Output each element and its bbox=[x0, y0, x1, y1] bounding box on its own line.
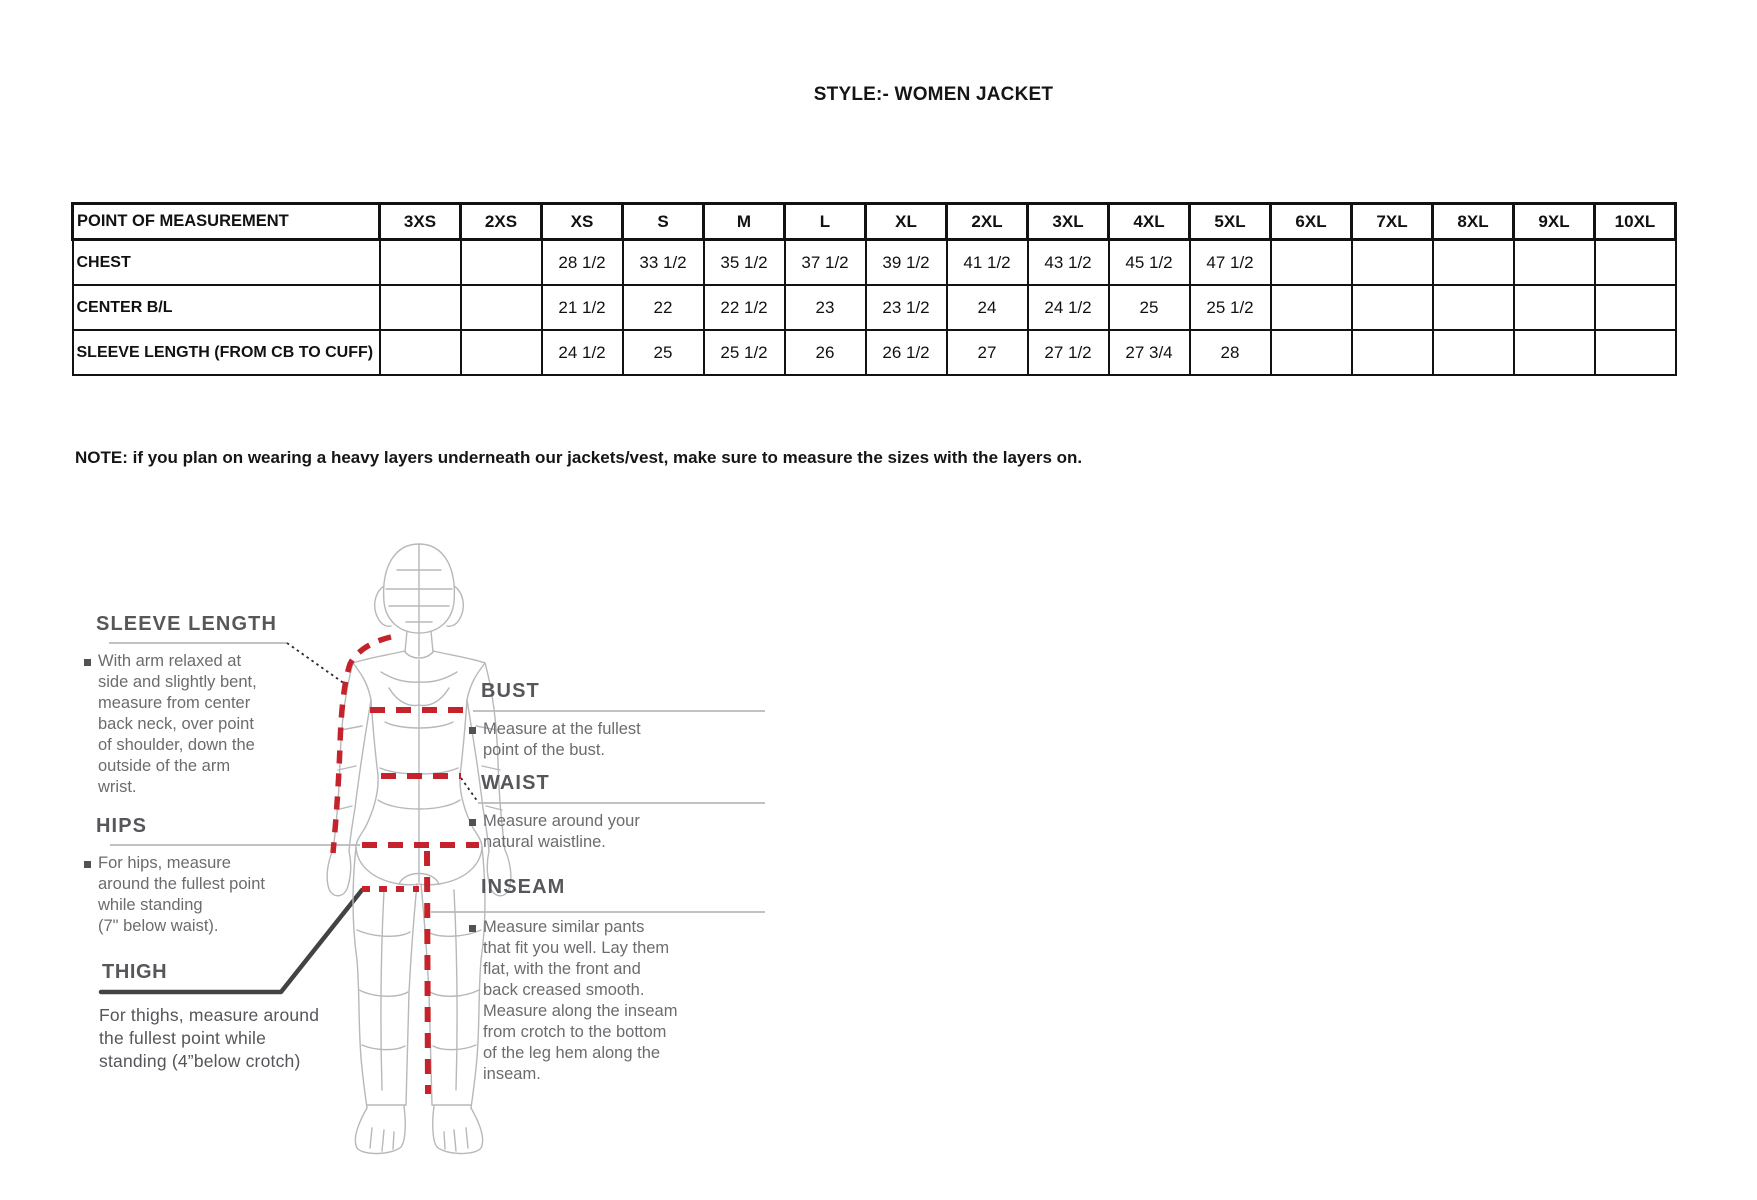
row-label: CENTER B/L bbox=[73, 285, 380, 330]
size-cell bbox=[1433, 285, 1514, 330]
guide-heading-hips: HIPS bbox=[96, 815, 148, 837]
size-cell bbox=[1352, 285, 1433, 330]
size-cell bbox=[1514, 330, 1595, 375]
col-header: 2XL bbox=[947, 204, 1028, 240]
size-cell bbox=[1514, 285, 1595, 330]
guide-text-inseam: Measure similar pants that fit you well. Lay them flat, with the front and back creased smooth. Measure along the inseam from crotch to the bottom of the leg hem along the inseam. bbox=[483, 918, 678, 1083]
size-cell: 23 1/2 bbox=[866, 285, 947, 330]
size-cell: 25 bbox=[1109, 285, 1190, 330]
col-header: 3XL bbox=[1028, 204, 1109, 240]
size-cell bbox=[1433, 330, 1514, 375]
guide-heading-inseam: INSEAM bbox=[481, 876, 566, 898]
size-cell: 41 1/2 bbox=[947, 240, 1028, 286]
dotted-leader-lines bbox=[287, 643, 478, 802]
size-cell: 27 bbox=[947, 330, 1028, 375]
col-header: 9XL bbox=[1514, 204, 1595, 240]
col-header: POINT OF MEASUREMENT bbox=[73, 204, 380, 240]
size-cell: 27 1/2 bbox=[1028, 330, 1109, 375]
size-cell: 37 1/2 bbox=[785, 240, 866, 286]
size-cell: 33 1/2 bbox=[623, 240, 704, 286]
row-label: CHEST bbox=[73, 240, 380, 286]
guide-text-hips: For hips, measure around the fullest point while standing (7" below waist). bbox=[98, 854, 265, 935]
size-cell: 24 1/2 bbox=[1028, 285, 1109, 330]
col-header: 4XL bbox=[1109, 204, 1190, 240]
size-cell bbox=[1352, 240, 1433, 286]
size-cell bbox=[461, 330, 542, 375]
guide-heading-bust: BUST bbox=[481, 680, 540, 702]
bullet-square bbox=[469, 819, 476, 826]
size-cell bbox=[1595, 285, 1676, 330]
size-cell: 45 1/2 bbox=[1109, 240, 1190, 286]
col-header: S bbox=[623, 204, 704, 240]
size-cell: 28 1/2 bbox=[542, 240, 623, 286]
col-header: 5XL bbox=[1190, 204, 1271, 240]
guide-text-sleeve-length: With arm relaxed at side and slightly bent, measure from center back neck, over point of shoulder, down the outside of the arm wrist. bbox=[98, 652, 257, 796]
bullet-square bbox=[469, 925, 476, 932]
size-cell: 39 1/2 bbox=[866, 240, 947, 286]
col-header: L bbox=[785, 204, 866, 240]
size-cell bbox=[461, 240, 542, 286]
size-cell: 22 1/2 bbox=[704, 285, 785, 330]
guide-text-bust: Measure at the fullest point of the bust. bbox=[483, 720, 641, 759]
size-cell: 21 1/2 bbox=[542, 285, 623, 330]
bullet-square bbox=[469, 727, 476, 734]
size-cell: 23 bbox=[785, 285, 866, 330]
size-cell: 47 1/2 bbox=[1190, 240, 1271, 286]
sleeve-measure-line bbox=[333, 637, 391, 853]
inseam-measure-line bbox=[427, 851, 428, 1094]
table-header-row bbox=[73, 204, 1676, 240]
col-header: 2XS bbox=[461, 204, 542, 240]
size-cell bbox=[1433, 240, 1514, 286]
size-cell: 24 1/2 bbox=[542, 330, 623, 375]
size-cell: 25 1/2 bbox=[704, 330, 785, 375]
table-row bbox=[73, 330, 1676, 375]
size-cell bbox=[1514, 240, 1595, 286]
size-cell bbox=[461, 285, 542, 330]
size-cell: 43 1/2 bbox=[1028, 240, 1109, 286]
size-cell bbox=[1595, 330, 1676, 375]
size-cell: 25 1/2 bbox=[1190, 285, 1271, 330]
note-text: NOTE: if you plan on wearing a heavy layers underneath our jackets/vest, make sure to measure the sizes with the layers on. bbox=[75, 448, 1083, 467]
size-cell bbox=[1271, 240, 1352, 286]
size-cell: 27 3/4 bbox=[1109, 330, 1190, 375]
size-cell bbox=[1271, 330, 1352, 375]
guide-heading-waist: WAIST bbox=[481, 772, 550, 794]
size-cell: 35 1/2 bbox=[704, 240, 785, 286]
size-cell: 25 bbox=[623, 330, 704, 375]
size-cell: 26 bbox=[785, 330, 866, 375]
size-cell bbox=[1352, 330, 1433, 375]
size-cell: 22 bbox=[623, 285, 704, 330]
guide-heading-thigh: THIGH bbox=[102, 961, 168, 983]
table-row bbox=[73, 285, 1676, 330]
size-cell bbox=[380, 240, 461, 286]
guide-text-waist: Measure around your natural waistline. bbox=[483, 812, 640, 851]
guide-heading-sleeve-length: SLEEVE LENGTH bbox=[96, 613, 277, 635]
col-header: 8XL bbox=[1433, 204, 1514, 240]
bullet-square bbox=[84, 861, 91, 868]
size-table bbox=[71, 202, 1677, 376]
size-cell bbox=[380, 330, 461, 375]
row-label: SLEEVE LENGTH (FROM CB TO CUFF) bbox=[73, 330, 380, 375]
size-cell bbox=[1271, 285, 1352, 330]
col-header: XS bbox=[542, 204, 623, 240]
table-row bbox=[73, 240, 1676, 286]
col-header: 10XL bbox=[1595, 204, 1676, 240]
col-header: 3XS bbox=[380, 204, 461, 240]
guide-text-thigh: For thighs, measure around the fullest point while standing (4”below crotch) bbox=[99, 1005, 320, 1071]
col-header: 7XL bbox=[1352, 204, 1433, 240]
size-cell: 26 1/2 bbox=[866, 330, 947, 375]
bullet-square bbox=[84, 659, 91, 666]
col-header: 6XL bbox=[1271, 204, 1352, 240]
size-cell bbox=[380, 285, 461, 330]
col-header: M bbox=[704, 204, 785, 240]
size-cell: 24 bbox=[947, 285, 1028, 330]
col-header: XL bbox=[866, 204, 947, 240]
size-cell: 28 bbox=[1190, 330, 1271, 375]
page-title: STYLE:- WOMEN JACKET bbox=[813, 84, 1054, 105]
size-cell bbox=[1595, 240, 1676, 286]
